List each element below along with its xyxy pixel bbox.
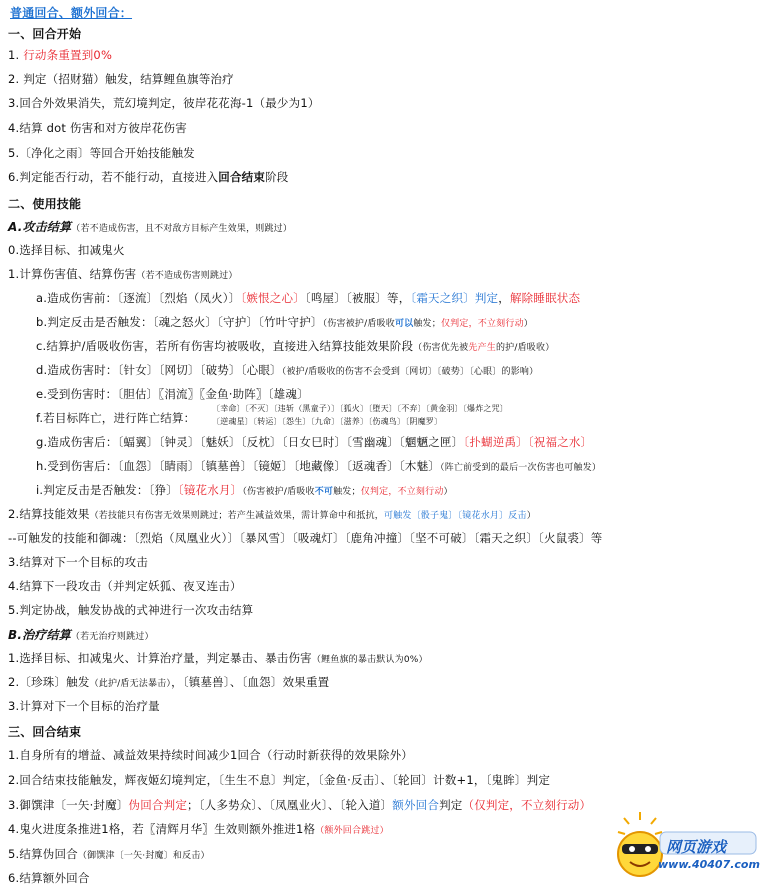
list-item: i.判定反击是否触发：〔狰〕〔镜花水月〕（伤害被护/盾吸收不可触发；仅判定，不立刻行动） (36, 483, 453, 497)
page-title: 普通回合、额外回合： (10, 6, 133, 20)
list-item: 1.选择目标、扣减鬼火、计算治疗量，判定暴击、暴击伤害（鲤鱼旗的暴击默认为0%） (8, 651, 428, 665)
section-heading-round-start: 一、回合开始 (8, 27, 82, 41)
subsection-heal: B.治疗结算（若无治疗则跳过） (8, 628, 154, 642)
list-item: 3.回合外效果消失，荒幻境判定，彼岸花花海-1（最少为1） (8, 96, 320, 110)
section-heading-round-end: 三、回合结束 (8, 725, 82, 739)
list-item: b.判定反击是否触发：〔魂之怒火〕〔守护〕〔竹叶守护〕（伤害被护/盾吸收可以触发；仅判定，不立刻行动） (36, 315, 533, 329)
list-item: 5.结算伪回合（御馔津〔一矢·封魔〕和反击） (8, 847, 210, 861)
list-item: 4.结算下一段攻击（并判定妖狐、夜叉连击） (8, 579, 242, 593)
list-item: 4.鬼火进度条推进1格，若〖清辉月华〗生效则额外推进1格（额外回合跳过） (8, 822, 389, 836)
list-item: a.造成伤害前：〔逐流〕〔烈焰（凤火）〕〔嫉恨之心〕〔鸣屋〕〔被服〕等，〔霜天之织〕判定，解除睡眠状态 (36, 291, 581, 305)
list-item: 1.计算伤害值、结算伤害（若不造成伤害则跳过） (8, 267, 238, 281)
list-item: 4.结算 dot 伤害和对方彼岸花伤害 (8, 121, 187, 135)
watermark-brand: 网页游戏 (666, 838, 727, 856)
list-item: f.若目标阵亡，进行阵亡结算： (36, 411, 196, 425)
section-heading-use-skill: 二、使用技能 (8, 197, 82, 211)
list-item: g.造成伤害后：〔蝠翼〕〔钟灵〕〔魅妖〕〔反枕〕〔日女巳时〕〔雪幽魂〕〔魍魉之匣〕〔扑蝴逆禹〕〔祝福之水〕 (36, 435, 593, 449)
list-item: 0.选择目标、扣减鬼火 (8, 243, 125, 257)
list-item: e.受到伤害时：〔胆估〕〖涓流〗〖金鱼·助阵〗〔雄魂〕 (36, 387, 309, 401)
list-item: h.受到伤害后：〔血怨〕〔睛雨〕〔镇墓兽〕〔镜姬〕〔地藏像〕〔返魂香〕〔木魅〕（阵亡前受到的最后一次伤害也可触发） (36, 459, 602, 473)
list-item: 1. 行动条重置到0% (8, 48, 113, 62)
list-item: 5.判定协战，触发协战的式神进行一次攻击结算 (8, 603, 254, 617)
list-item: 3.计算对下一个目标的治疗量 (8, 699, 160, 713)
list-item: 2. 判定（招财猫）触发，结算鲤鱼旗等治疗 (8, 72, 234, 86)
list-item: --可触发的技能和御魂：〔烈焰（凤凰业火）〕〔暴风雪〕〔吸魂灯〕〔鹿角冲撞〕〔坚不可破〕〔霜天之织〕〔火鼠裘〕等 (8, 531, 603, 545)
watermark-logo (610, 806, 760, 886)
list-item: c.结算护/盾吸收伤害，若所有伤害均被吸收，直接进入结算技能效果阶段（伤害优先被先产生的护/盾吸收） (36, 339, 555, 353)
list-item: 6.判定能否行动，若不能行动，直接进入回合结束阶段 (8, 170, 289, 184)
list-item: 1.自身所有的增益、减益效果持续时间减少1回合（行动时新获得的效果除外） (8, 748, 413, 762)
watermark-url: www.40407.com (658, 858, 760, 871)
subsection-attack: A.攻击结算（若不造成伤害，且不对敌方目标产生效果，则跳过） (8, 220, 293, 234)
list-item: 6.结算额外回合 (8, 871, 90, 885)
list-item: d.造成伤害时：〔针女〕〔网切〕〔破势〕〔心眼〕（被护/盾吸收的伤害不会受到〔网切〕〔破势〕〔心眼〕的影响） (36, 363, 539, 377)
list-item: 2.〔珍珠〕触发（此护/盾无法暴击），〔镇墓兽〕、〔血怨〕效果重置 (8, 675, 330, 689)
list-item: 5.〔净化之雨〕等回合开始技能触发 (8, 146, 195, 160)
list-item: 〔幸命〕〔不灭〕〔违斩（黑童子）〕〔狐火〕〔堕天〕〔不弃〕〔黄金羽〕〔爆炸之咒〕 (212, 404, 508, 413)
list-item: 3.结算对下一个目标的攻击 (8, 555, 149, 569)
list-item: 2.结算技能效果（若技能只有伤害无效果则跳过；若产生减益效果，需计算命中和抵抗，可触发〔骰子鬼〕〔镜花水月〕反击） (8, 507, 536, 521)
list-item: 〔逆魂星〕〔转运〕〔怨生〕〔九命〕〔滋养〕〔伤魂鸟〕〔阴魔罗〕 (212, 417, 443, 426)
list-item: 3.御馔津〔一矢·封魔〕伪回合判定；〔人多势众〕、〔凤凰业火〕、〔轮入道〕额外回合判定（仅判定，不立刻行动） (8, 798, 592, 812)
list-item: 2.回合结束技能触发，辉夜姬幻境判定，〔生生不息〕判定，〔金鱼·反击〕、〔轮回〕计数+1，〔鬼眸〕判定 (8, 773, 551, 787)
